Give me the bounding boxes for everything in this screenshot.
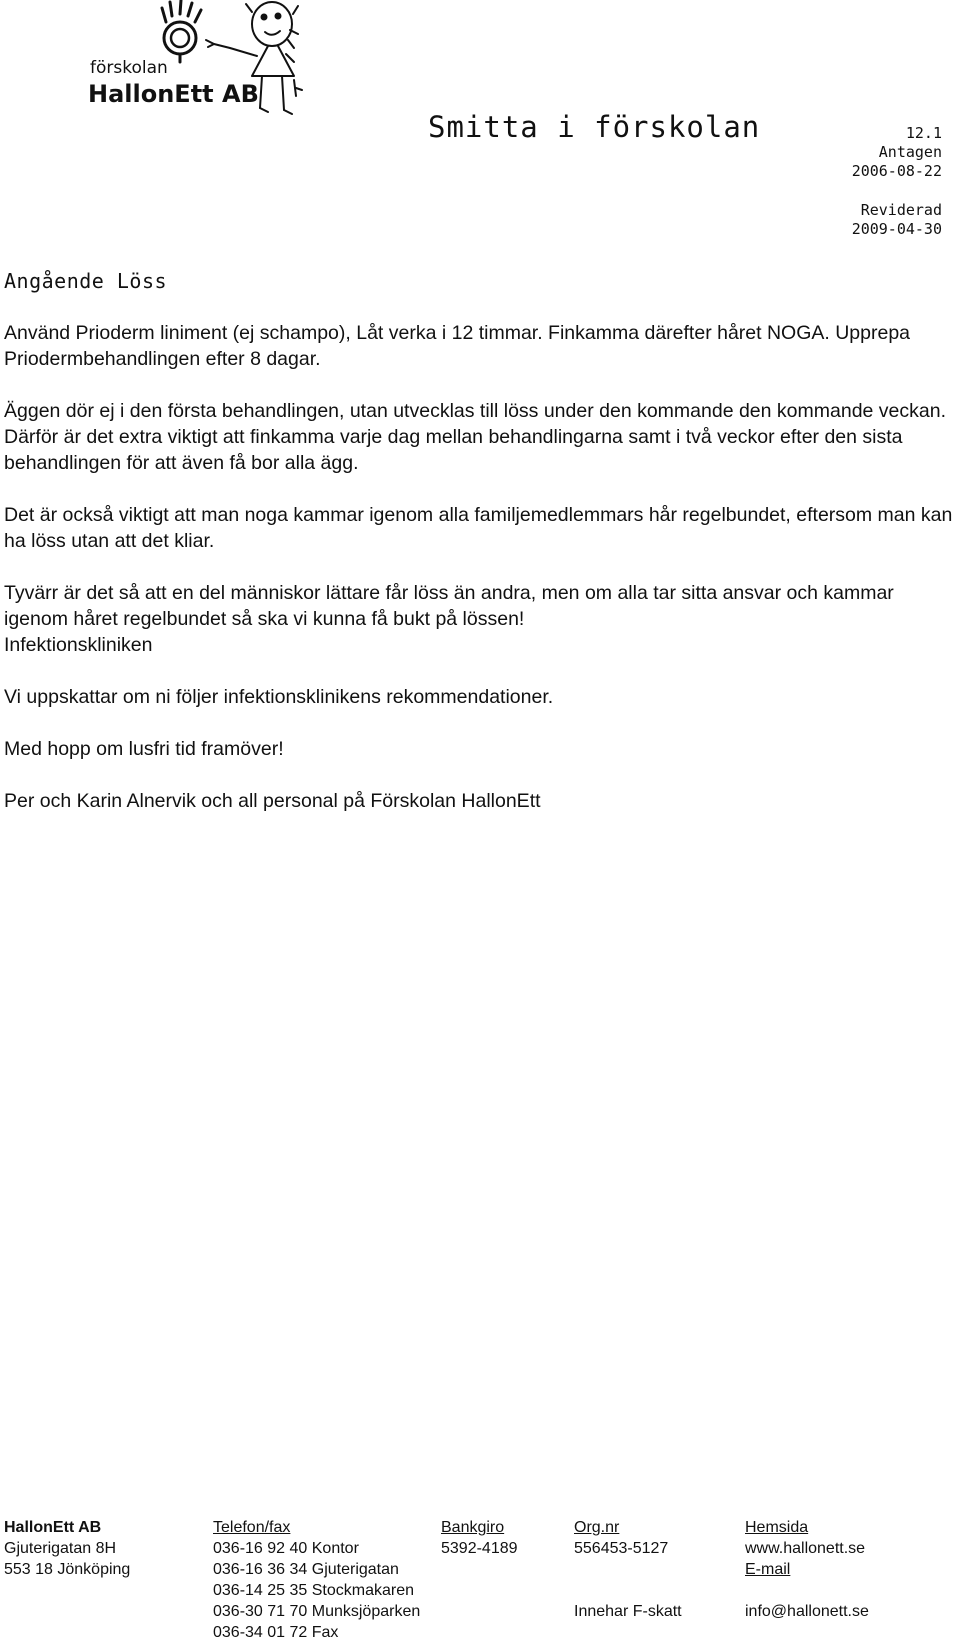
footer-bank-column: [441, 1517, 518, 1559]
logo-line-forskolan: förskolan: [90, 58, 168, 78]
paragraph-family: Det är också viktigt att man noga kammar igenom alla familjemedlemmars hår regelbundet, eftersom man kan ha löss utan att det kliar.: [4, 504, 953, 552]
revised-date: 2009-04-30: [851, 220, 942, 238]
footer-phone-line: 036-16 92 40 Kontor: [213, 1540, 359, 1557]
footer-bank-value: 5392-4189: [441, 1540, 518, 1557]
company-logo: [82, 0, 312, 130]
body-text: [4, 320, 954, 840]
footer-web-label: Hemsida: [745, 1519, 809, 1536]
paragraph-source: Infektionskliniken: [4, 634, 153, 656]
paragraph-treatment: Använd Prioderm liniment (ej schampo), Låt verka i 12 timmar. Finkamma därefter håret NOGA. Upprepa Priodermbehandlingen efter 8 dagar.: [4, 322, 911, 370]
footer-org-label: Org.nr: [574, 1519, 620, 1536]
paragraph-hope: Med hopp om lusfri tid framöver!: [4, 738, 284, 760]
paragraph-eggs: Äggen dör ej i den första behandlingen, utan utvecklas till löss under den kommande den kommande veckan. Därför är det extra viktigt att finkamma varje dag mellan behandlingarna samt i två veckor efter den sista behandlingen för att även få bor alla ägg.: [4, 400, 946, 474]
paragraph-recommendation: Vi uppskattar om ni följer infektionsklinikens rekommendationer.: [4, 686, 554, 708]
footer-bank-label: Bankgiro: [441, 1519, 505, 1536]
footer-email-label: E-mail: [745, 1561, 791, 1578]
section-heading: Angående Löss: [4, 269, 168, 293]
footer-phone-label: Telefon/fax: [213, 1519, 291, 1536]
logo-line-company: HallonEtt AB: [88, 80, 259, 108]
footer-org-column: [574, 1517, 682, 1622]
footer-phone-line: 036-30 71 70 Munksjöparken: [213, 1603, 421, 1620]
document-number: 12.1: [905, 124, 942, 142]
footer-city: 553 18 Jönköping: [4, 1561, 131, 1578]
footer-street: Gjuterigatan 8H: [4, 1540, 117, 1557]
revised-block: [852, 201, 942, 239]
footer-phone-line: 036-16 36 34 Gjuterigatan: [213, 1561, 399, 1578]
document-title: Smitta i förskolan: [428, 110, 761, 144]
adopted-date: 2006-08-22: [851, 162, 942, 180]
footer-phone-line: 036-14 25 35 Stockmakaren: [213, 1582, 415, 1599]
revised-label: Reviderad: [860, 201, 942, 219]
footer-company-column: [4, 1517, 130, 1580]
paragraph-responsibility: Tyvärr är det så att en del människor lättare får löss än andra, men om alla tar sitta ansvar och kammar igenom håret regelbundet så ska vi kunna få bukt på lössen!: [4, 582, 894, 630]
footer-org-value: 556453-5127: [574, 1540, 669, 1557]
footer-phone-line: 036-34 01 72 Fax: [213, 1624, 339, 1641]
paragraph-signature: Per och Karin Alnervik och all personal på Förskolan HallonEtt: [4, 790, 541, 812]
footer-web-column: [745, 1517, 869, 1622]
footer-phone-column: [213, 1517, 420, 1643]
footer-tax-status: Innehar F-skatt: [574, 1603, 682, 1620]
adopted-label: Antagen: [878, 143, 942, 161]
footer-website-link[interactable]: www.hallonett.se: [745, 1540, 866, 1557]
footer-company-name: HallonEtt AB: [4, 1519, 102, 1536]
footer-email-link[interactable]: info@hallonett.se: [745, 1603, 869, 1620]
adopted-block: [852, 143, 942, 181]
